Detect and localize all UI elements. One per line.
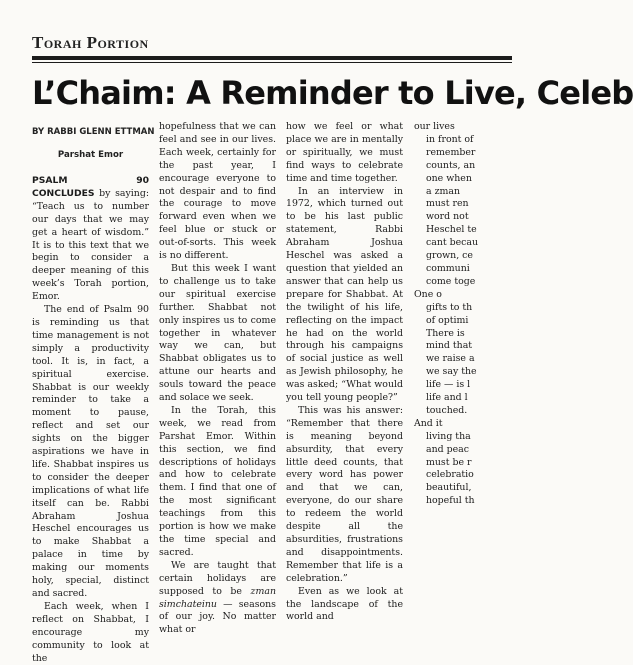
cropped-line: word not [426, 211, 469, 223]
section-heading: Torah Portion [32, 33, 149, 52]
paragraph: hopefulness that we can feel and see in our lives. Each week, certainly for the past year, I encourage everyone to not despair and to find the courage to move forward even when we feel blue or stuck or out-of-sorts. This week is no different. [159, 121, 276, 262]
paragraph-text: We are taught that certain holidays are supposed to be [159, 559, 276, 597]
paragraph: how we feel or what place we are in mentally or spiritually, we must find ways to celebrate time and time together. [286, 121, 403, 184]
paragraph: In an interview in 1972, which turned out to be his last public statement, Rabbi Abraham Joshua Heschel was asked a question that yielded an answer that can help us prepare for Shabbat. At the twilight of his life, reflecting on the impact he had on the world through his campaigns of social justice as well as Jewish philosophy, he was asked; “What would you tell young people?” [286, 185, 403, 404]
cropped-line: in front of [426, 133, 474, 145]
cropped-line: our lives [414, 121, 455, 132]
header-rule-thin [32, 62, 512, 63]
cropped-line: There is [426, 327, 465, 339]
paragraph: In the Torah, this week, we read from Parshat Emor. Within this section, we find descriptions of holidays and how to celebrate them. I find that one of the most significant teachings from this portion is how we make the time special and sacred. [159, 404, 276, 558]
paragraph [32, 175, 149, 304]
italic-term: zman simchateinu [159, 585, 276, 610]
cropped-line: One o [414, 288, 442, 300]
parsha-subhead: Parshat Emor [57, 150, 124, 160]
cropped-line: of optimi [426, 314, 469, 326]
cropped-line: one when [426, 172, 472, 184]
paragraph: Each week, when I reflect on Shabbat, I encourage my community to look at the [32, 600, 149, 664]
article-column-4 [414, 121, 534, 512]
paragraph: This was his answer: “Remember that there is meaning beyond absurdity, that every little deed counts, that every word has power and that we can, everyone, do our share to redeem the world despite all the absurdities, frustrations and disappointments. Remember that life is a celebration.” [286, 404, 403, 584]
paragraph-text: by saying: “Teach us to number our days that we may get a heart of wisdom.” It is to this text that we begin to consider a deeper meaning of this week’s Torah portion, Emor. [32, 187, 149, 303]
byline: BY RABBI GLENN ETTMAN [32, 127, 155, 137]
paragraph: The end of Psalm 90 is reminding us that time management is not simply a productivity tool. It is, in fact, a spiritual exercise. Shabbat is our weekly reminder to take a moment to pause, reflect and set our sights on the bigger aspirations we have in life. Shabbat inspires us to consider the deeper implications of what life itself can be. Rabbi Abraham Joshua Heschel encourages us to make Shabbat a palace in time by making our moments holy, special, distinct and sacred. [32, 304, 149, 599]
cropped-line: beautiful, [426, 482, 472, 494]
cropped-line: remember [426, 146, 476, 158]
cropped-line: life — is l [426, 379, 471, 391]
cropped-line: a zman [426, 185, 461, 197]
cropped-line: communi [426, 262, 470, 274]
cropped-line: and peac [426, 443, 469, 455]
cropped-line: touched. [426, 404, 468, 416]
cropped-line: come toge [426, 275, 476, 287]
cropped-line: counts, an [426, 159, 476, 171]
cropped-line: must be r [426, 456, 472, 468]
article-column-1 [32, 175, 149, 664]
cropped-line: cant becau [426, 237, 479, 249]
cropped-line: mind that [426, 340, 473, 352]
cropped-line: celebratio [426, 469, 474, 481]
cropped-line: And it [414, 417, 443, 429]
paragraph-text: — seasons of our joy. No matter what or [159, 598, 276, 636]
cropped-line: grown, ce [426, 250, 473, 262]
cropped-line: we say the [426, 366, 477, 378]
paragraph [159, 560, 276, 637]
cropped-line: we raise a [426, 353, 475, 365]
article-column-2 [159, 121, 276, 636]
cropped-line: gifts to th [426, 301, 473, 313]
cropped-line: living tha [426, 430, 471, 442]
article-headline: L’Chaim: A Reminder to Live, Celeb [32, 74, 633, 112]
cropped-line: Heschel te [426, 224, 477, 236]
article-column-3 [286, 121, 403, 623]
header-rule-thick [32, 56, 512, 60]
cropped-line: life and l [426, 392, 468, 404]
paragraph: Even as we look at the landscape of the world and [286, 585, 403, 623]
cropped-line: must ren [426, 198, 469, 210]
lead-in: PSALM 90 CONCLUDES [32, 175, 149, 199]
cropped-line: hopeful th [426, 495, 475, 507]
paragraph: But this week I want to challenge us to take our spiritual exercise further. Shabbat not only inspires us to come together in whatever way we can, but Shabbat obligates us to attune our hearts and souls toward the peace and solace we seek. [159, 262, 276, 404]
